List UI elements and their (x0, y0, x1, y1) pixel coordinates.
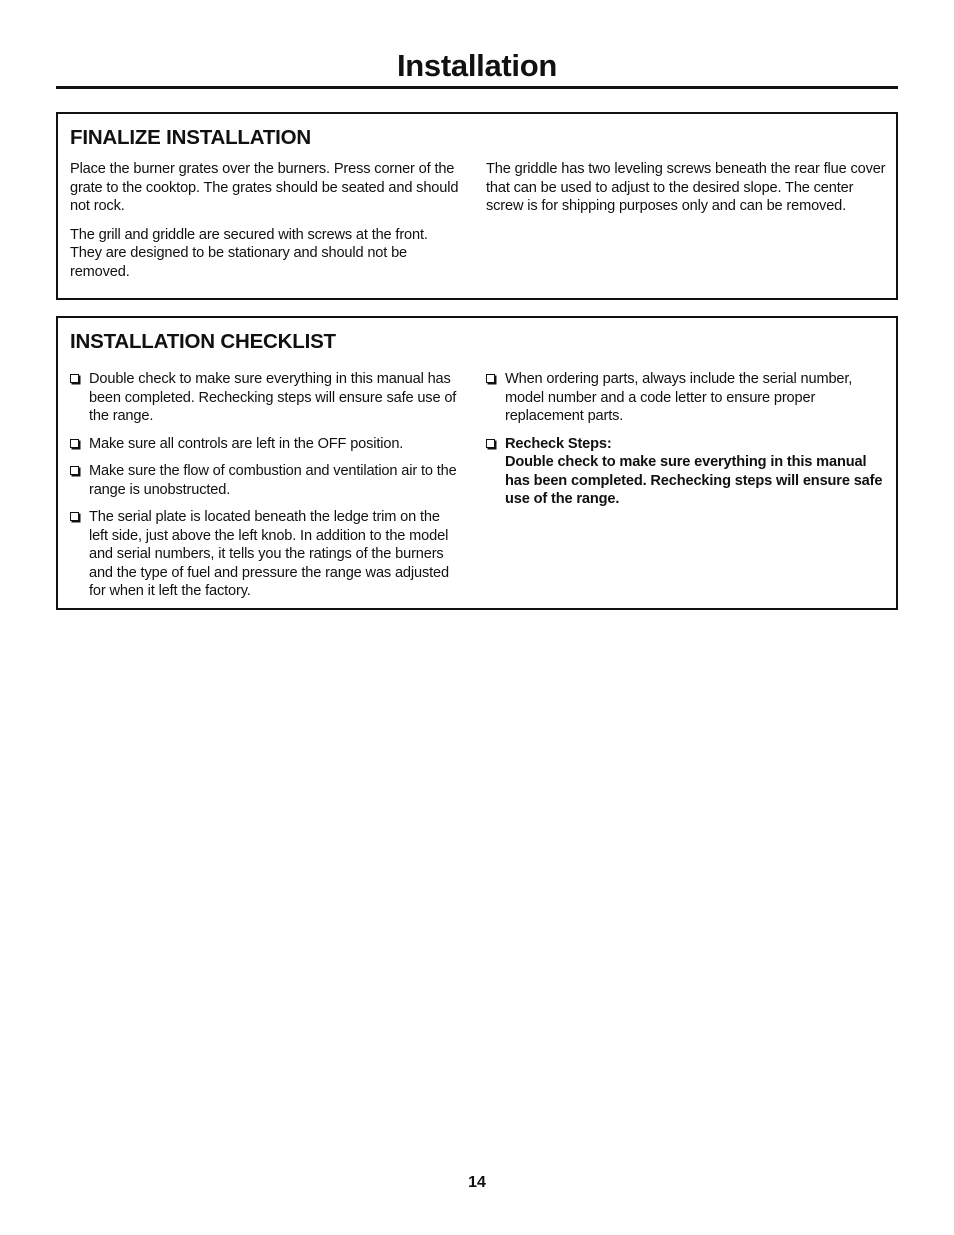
checklist-right-column (486, 370, 886, 518)
finalize-installation-heading: FINALIZE INSTALLATION (70, 126, 312, 149)
checkbox-icon (486, 439, 495, 448)
checklist-item (70, 370, 462, 426)
checkbox-icon (486, 374, 495, 383)
checklist-item-text: Make sure all controls are left in the OFF position. (89, 435, 404, 452)
checklist-item (70, 435, 462, 454)
checkbox-icon (70, 374, 79, 383)
checklist-item-text: The serial plate is located beneath the ledge trim on the left side, just above the left knob. In addition to the model and serial numbers, it tells you the ratings of the burners and the type of fuel and pressure the range was adjusted for when it left the factory. (89, 509, 449, 599)
finalize-right-column (486, 160, 886, 226)
checklist-item (70, 508, 462, 601)
checklist-left-column (70, 370, 462, 610)
checkbox-icon (70, 512, 79, 521)
checklist-item (70, 462, 462, 499)
installation-checklist-heading: INSTALLATION CHECKLIST (70, 330, 336, 353)
page-number: 14 (468, 1174, 486, 1191)
recheck-steps-label: Recheck Steps: (505, 435, 612, 452)
paragraph-grill-griddle: The grill and griddle are secured with screws at the front. They are designed to be stationary and should not be removed. (70, 226, 428, 280)
finalize-installation-box (56, 112, 898, 300)
recheck-steps-text: Double check to make sure everything in this manual has been completed. Rechecking steps will ensure safe use of the range. (505, 454, 883, 507)
paragraph-burner-grates: Place the burner grates over the burners. Press corner of the grate to the cooktop. The grates should be seated and should not rock. (70, 161, 459, 214)
page-title: Installation (396, 48, 558, 83)
checkbox-icon (70, 439, 79, 448)
paragraph-leveling-screws: The griddle has two leveling screws beneath the rear flue cover that can be used to adjust to the desired slope. The center screw is for shipping purposes only and can be removed. (486, 161, 886, 214)
installation-checklist-box (56, 316, 898, 610)
finalize-left-column (70, 160, 462, 291)
checklist-item (486, 370, 886, 426)
checklist-item-text: Make sure the flow of combustion and ventilation air to the range is unobstructed. (89, 463, 457, 498)
checklist-item-text: When ordering parts, always include the serial number, model number and a code letter to ensure proper replacement parts. (505, 371, 853, 424)
checkbox-icon (70, 466, 79, 475)
title-rule (56, 86, 898, 89)
checklist-item-text: Double check to make sure everything in this manual has been completed. Rechecking steps will ensure safe use of the range. (89, 371, 457, 424)
checklist-item-recheck (486, 435, 886, 509)
